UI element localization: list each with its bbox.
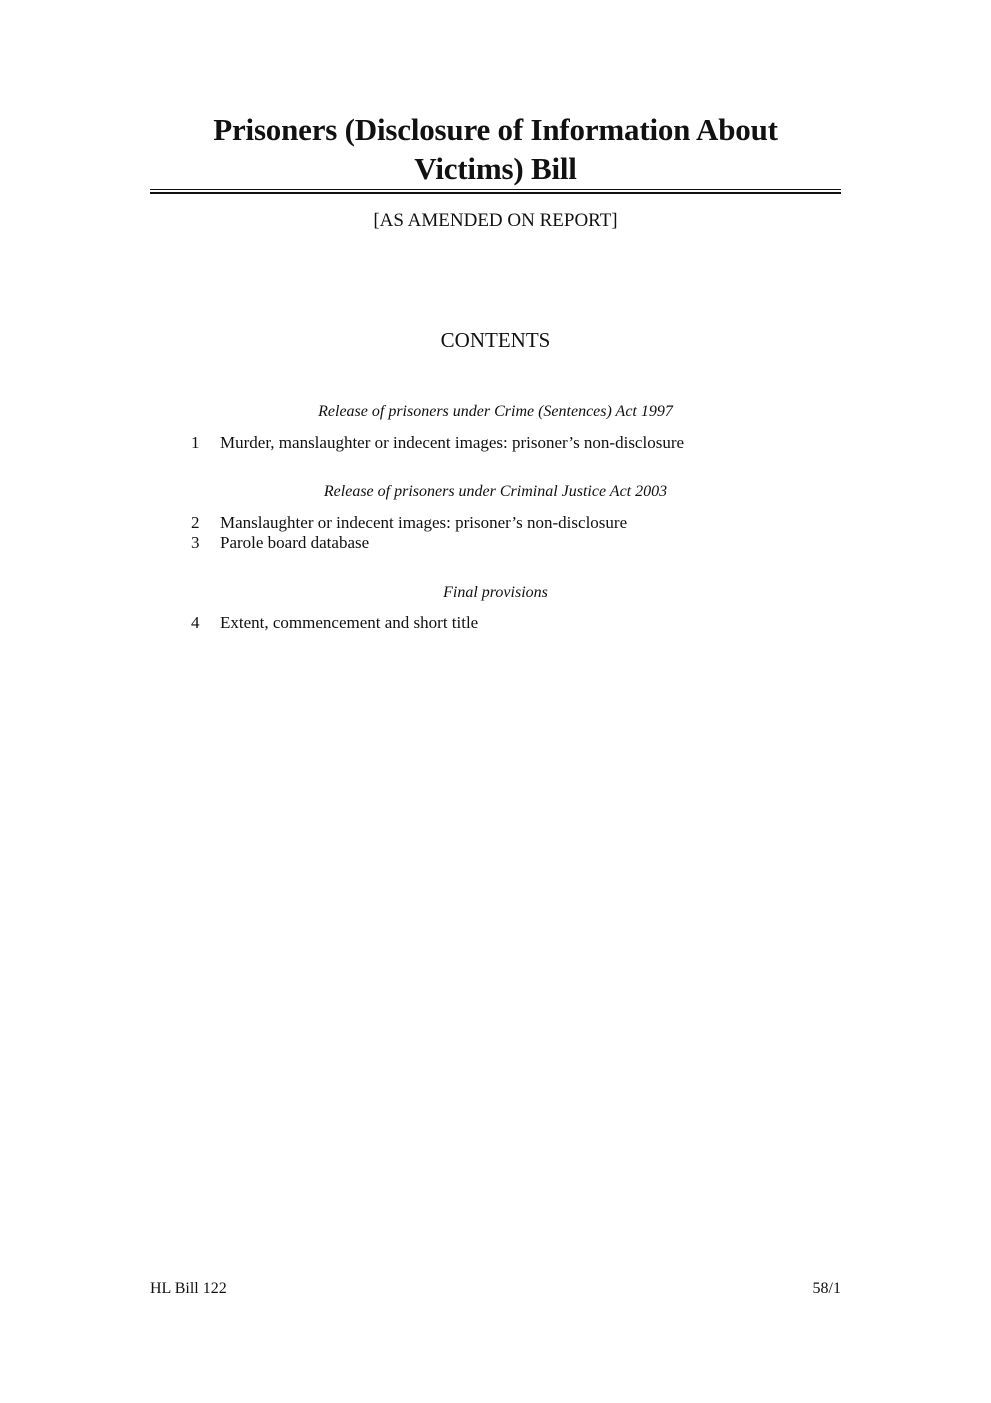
- entry-title: Murder, manslaughter or indecent images: prisoner’s non-disclosure: [220, 433, 685, 452]
- group-heading-crime-sentences-act: Release of prisoners under Crime (Sentences) Act 1997: [318, 403, 673, 420]
- entry-number: 2: [191, 513, 200, 532]
- contents-entry-1[interactable]: [185, 433, 684, 453]
- entry-title: Manslaughter or indecent images: prisoner’s non-disclosure: [220, 513, 628, 532]
- bill-title-line-2: Victims) Bill: [414, 151, 577, 186]
- contents-entry-4[interactable]: [185, 613, 478, 633]
- entry-number: 1: [191, 433, 200, 452]
- bill-title-line-1: Prisoners (Disclosure of Information About: [213, 112, 778, 147]
- rule-thick-line: [150, 192, 841, 194]
- entry-number: 4: [191, 613, 200, 632]
- title-double-rule: [150, 189, 841, 194]
- bill-title: [150, 110, 841, 188]
- entry-title: Parole board database: [220, 533, 370, 552]
- group-heading-final-provisions: Final provisions: [443, 584, 548, 601]
- footer-bill-reference: HL Bill 122: [150, 1280, 227, 1297]
- group-heading-criminal-justice-act: Release of prisoners under Criminal Justice Act 2003: [323, 483, 668, 500]
- entry-number: 3: [191, 533, 200, 552]
- contents-entry-3[interactable]: [185, 533, 369, 553]
- contents-entry-2[interactable]: [185, 513, 627, 533]
- entry-title: Extent, commencement and short title: [220, 613, 479, 632]
- contents-heading: CONTENTS: [440, 328, 551, 352]
- amendment-status: [AS AMENDED ON REPORT]: [373, 210, 618, 231]
- footer-page-reference: 58/1: [812, 1280, 841, 1297]
